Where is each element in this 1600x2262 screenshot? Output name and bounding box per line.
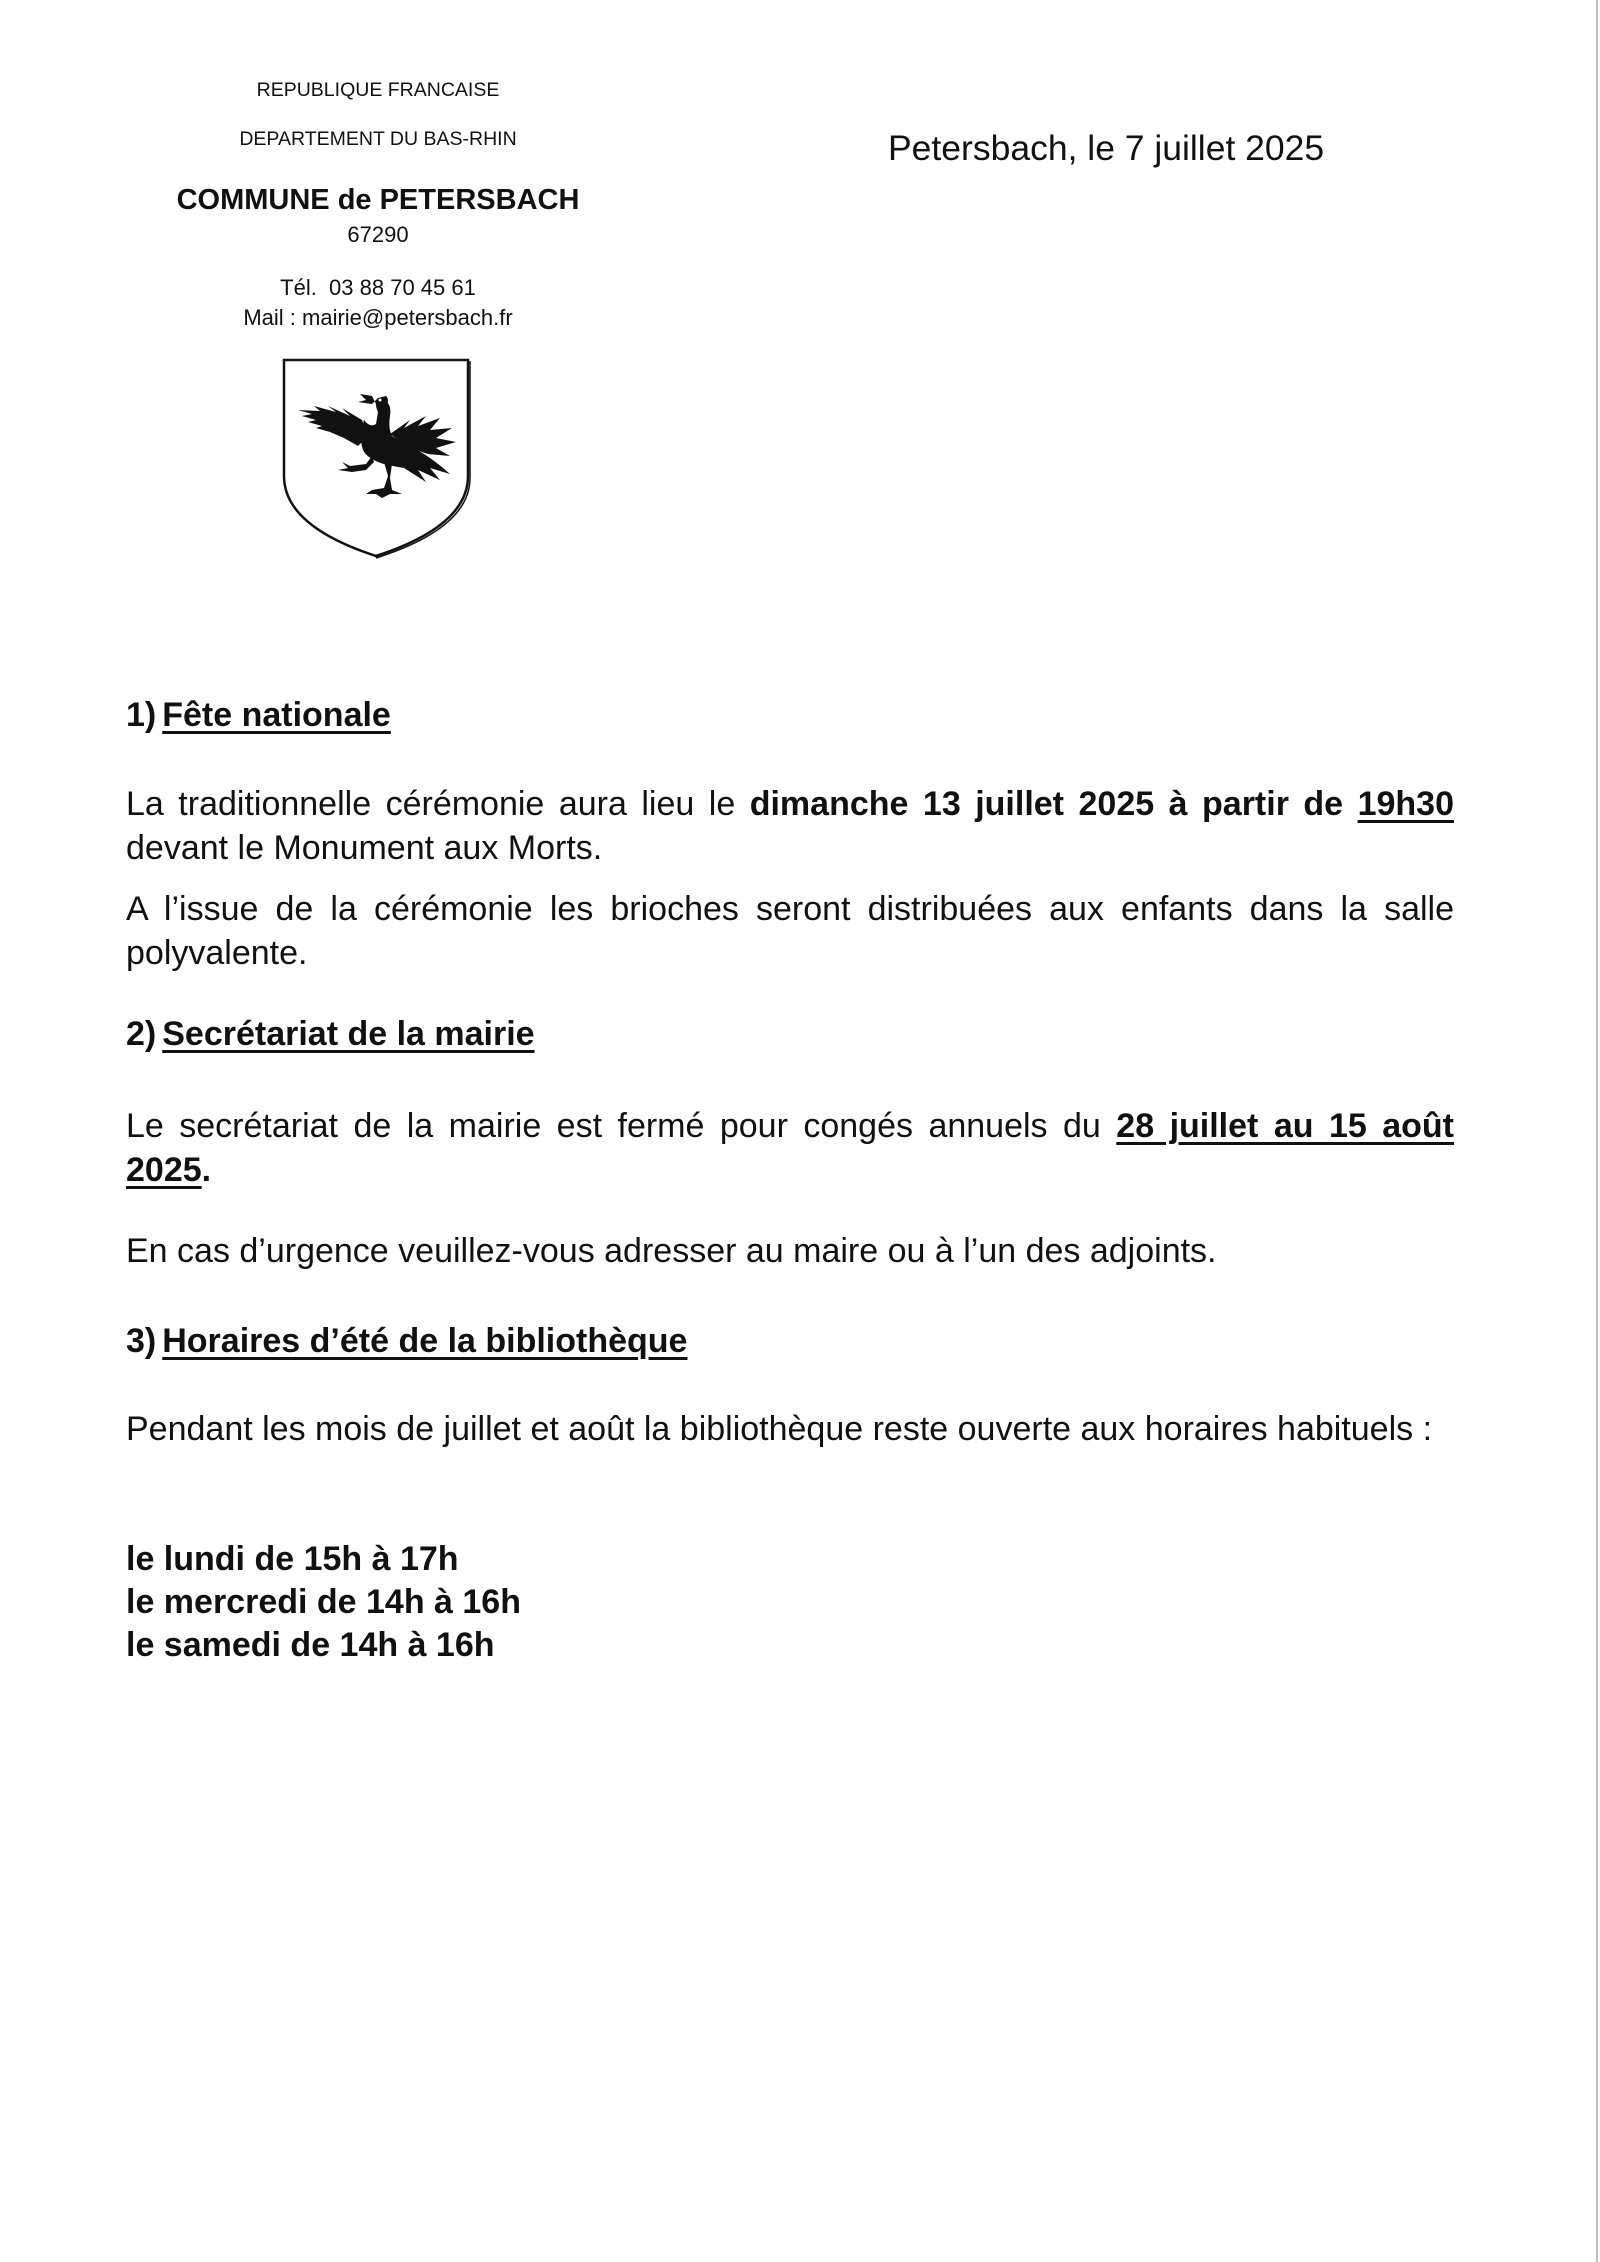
paragraph-bold-text: dimanche 13 juillet 2025 à partir de [749, 785, 1358, 823]
section-heading-2 [126, 1015, 535, 1054]
library-hours-item: le mercredi de 14h à 16h [126, 1583, 521, 1621]
section-heading-1 [126, 696, 391, 735]
section-title: Fête nationale [162, 696, 391, 734]
letter-date: Petersbach, le 7 juillet 2025 [888, 128, 1325, 168]
paragraph-bold-period: . [201, 1151, 212, 1189]
paragraph-text: Le secrétariat de la mairie est fermé pour congés annuels du [126, 1107, 1117, 1145]
scan-edge-line [1596, 0, 1598, 2262]
section-1-paragraph-2: A l’issue de la cérémonie les brioches seront distribuées aux enfants dans la salle polyvalente. [126, 890, 1454, 972]
section-2-paragraph-2: En cas d’urgence veuillez-vous adresser au maire ou à l’un des adjoints. [126, 1232, 1217, 1270]
letterhead-commune: COMMUNE de PETERSBACH [176, 184, 580, 216]
section-number: 1) [126, 696, 157, 734]
letterhead-email: Mail : mairie@petersbach.fr [243, 305, 513, 330]
library-hours-item: le lundi de 15h à 17h [126, 1540, 459, 1578]
letterhead-country: REPUBLIQUE FRANCAISE [256, 79, 500, 101]
paragraph-text: La traditionnelle cérémonie aura lieu le [126, 785, 750, 823]
library-hours-list [126, 1538, 521, 1667]
paragraph-text-after: devant le Monument aux Morts. [126, 829, 603, 867]
coat-of-arms-icon [280, 356, 472, 560]
letterhead-postal-code: 67290 [347, 222, 409, 247]
section-number: 2) [126, 1015, 157, 1053]
letterhead-department: DEPARTEMENT DU BAS-RHIN [239, 128, 517, 150]
paragraph-bold-underlined-dates: 28 juillet au 15 août 2025 [126, 1107, 1454, 1189]
section-3-paragraph-1: Pendant les mois de juillet et août la bibliothèque reste ouverte aux horaires habituels : [126, 1410, 1433, 1448]
section-heading-3 [126, 1322, 687, 1361]
section-number: 3) [126, 1322, 157, 1360]
section-1-paragraph-1 [126, 782, 1454, 870]
section-title: Secrétariat de la mairie [162, 1015, 535, 1053]
library-hours-item: le samedi de 14h à 16h [126, 1626, 495, 1664]
section-2-paragraph-1 [126, 1104, 1454, 1192]
section-title: Horaires d’été de la bibliothèque [162, 1322, 688, 1360]
letterhead-phone: Tél. 03 88 70 45 61 [280, 275, 476, 300]
paragraph-bold-underlined-time: 19h30 [1357, 785, 1454, 823]
